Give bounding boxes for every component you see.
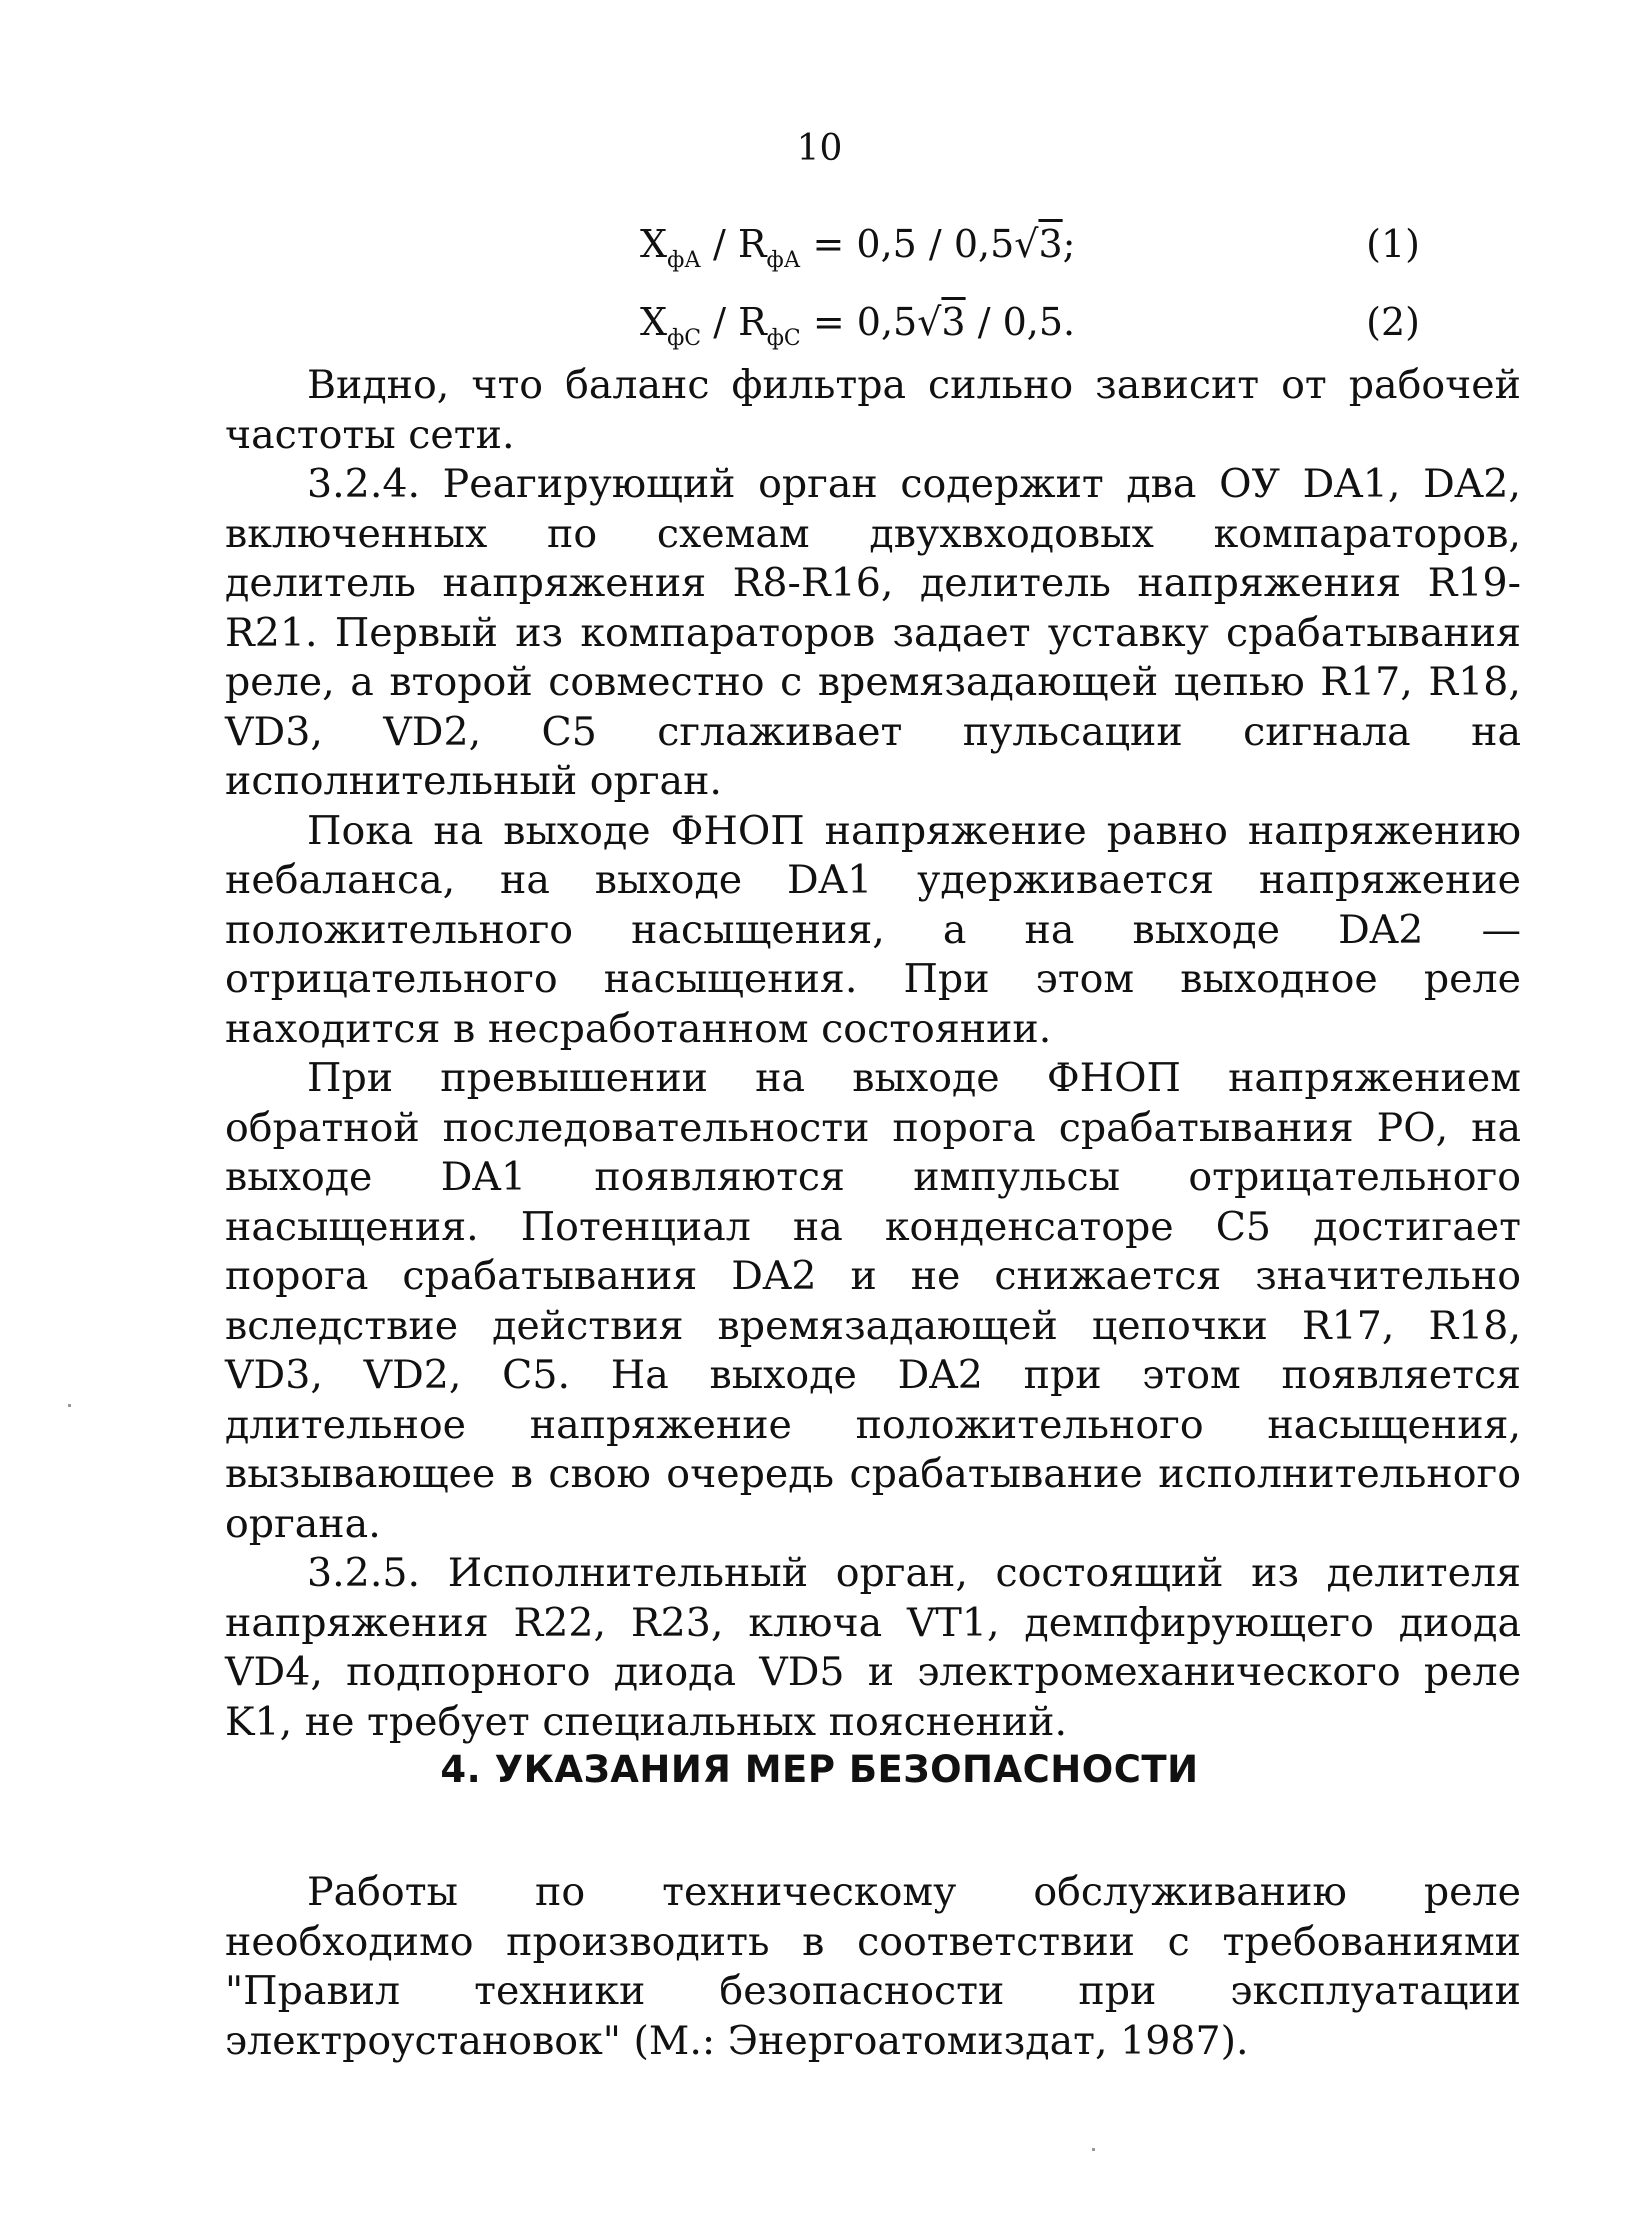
formula-2-expression: $X_{фС} / R_{фС} = 0,5√3 / 0,5$. [640, 300, 1076, 351]
formula-1-expression: $X_{фА} / R_{фА} = 0,5 / 0,5√3$; [640, 222, 1076, 273]
formula-2 [640, 300, 1420, 360]
paragraph-unbalance-state: Пока на выходе ФНОП напряжение равно напряжению небаланса, на выходе DA1 удерживается напряжение положительного насыщения, а на выходе DA2 — отрицательного насыщения. При этом выходное реле находится в несработанном состоянии. [225, 807, 1521, 1052]
formula-2-number: (2) [1366, 300, 1420, 344]
formula-1 [640, 222, 1420, 282]
scan-speck [68, 1404, 71, 1407]
paragraph-threshold-exceed: При превышении на выходе ФНОП напряжением обратной последовательности порога срабатывания РО, на выходе DA1 появляются импульсы отрицательного насыщения. Потенциал на конденсаторе C5 достигает порога срабатывания DA2 и не снижается значительно вследствие действия времязадающей цепочки R17, R18, VD3, VD2, C5. На выходе DA2 при этом появляется длительное напряжение положительного насыщения, вызывающее в свою очередь срабатывание исполнительного органа. [225, 1055, 1521, 1547]
paragraph-frequency-note: Видно, что баланс фильтра сильно зависит от рабочей частоты сети. [225, 362, 1521, 458]
section-heading: 4. УКАЗАНИЯ МЕР БЕЗОПАСНОСТИ [440, 1748, 1199, 1791]
safety-text [225, 1868, 1521, 2066]
paragraph-3-2-4: 3.2.4. Реагирующий орган содержит два ОУ DA1, DA2, включенных по схемам двухвходовых компараторов, делитель напряжения R8-R16, делитель напряжения R19-R21. Первый из компараторов задает уставку срабатывания реле, а второй совместно с времязадающей цепью R17, R18, VD3, VD2, C5 сглаживает пульсации сигнала на исполнительный орган. [225, 461, 1521, 804]
paragraph-safety-rules: Работы по техническому обслуживанию реле необходимо производить в соответствии с требованиями "Правил техники безопасности при эксплуатации электроустановок" (М.: Энергоатомиздат, 1987). [225, 1869, 1521, 2064]
scan-speck [1092, 2148, 1095, 2151]
body-text [225, 361, 1521, 1747]
paragraph-3-2-5: 3.2.5. Исполнительный орган, состоящий из делителя напряжения R22, R23, ключа VT1, демпфирующего диода VD4, подпорного диода VD5 и электромеханического реле K1, не требует специальных пояснений. [225, 1550, 1521, 1745]
formula-1-number: (1) [1366, 222, 1420, 266]
page-number: 10 [796, 128, 843, 169]
